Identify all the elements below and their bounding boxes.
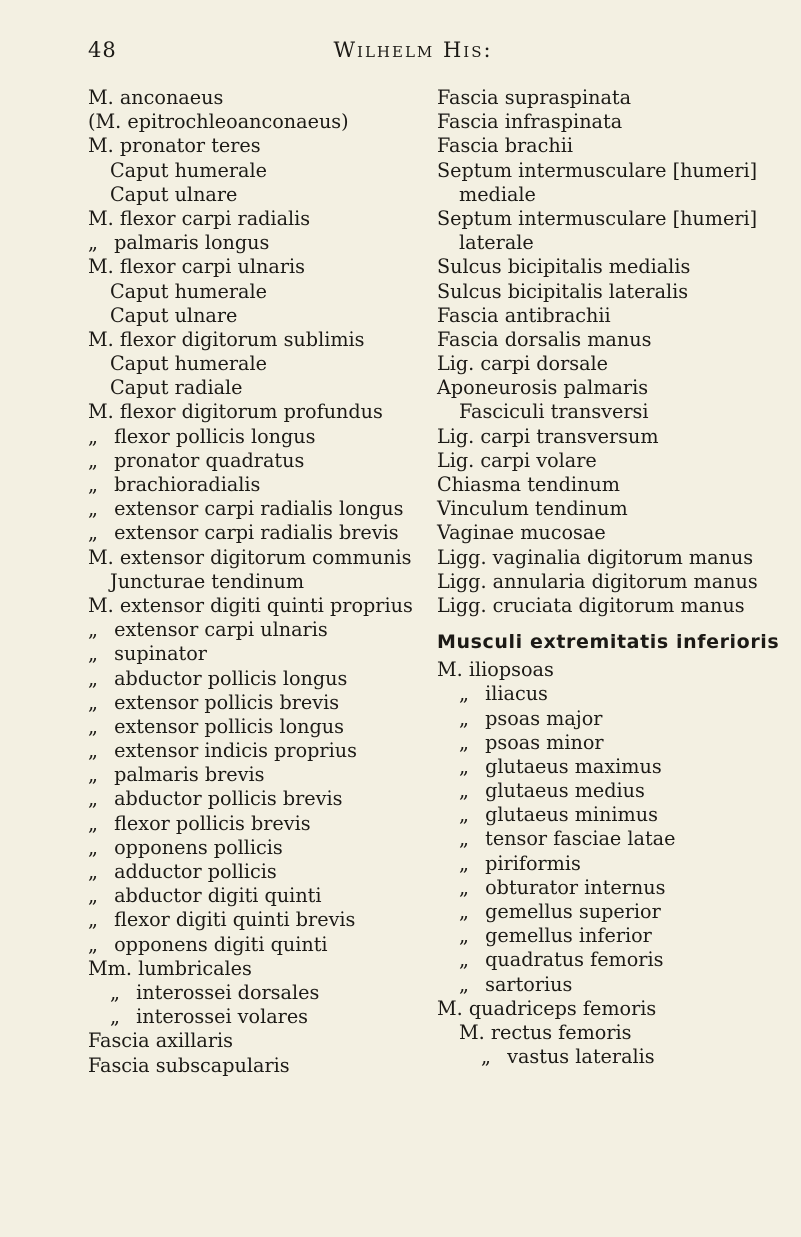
entry-text: abductor pollicis brevis: [114, 787, 343, 811]
list-item: [437, 110, 777, 134]
entry-prefix: „: [459, 779, 469, 803]
list-item: [437, 304, 777, 328]
list-item: [88, 763, 428, 787]
entry-text: Sulcus bicipitalis medialis: [437, 255, 691, 279]
entry-prefix: „: [459, 851, 469, 875]
list-item: [88, 739, 428, 763]
entry-text: Caput humerale: [110, 279, 267, 303]
entry-prefix: „: [88, 424, 98, 448]
entry-text: brachioradialis: [114, 473, 261, 496]
list-item: [437, 280, 777, 304]
entry-text: epitrochleoanconaeus): [127, 110, 349, 134]
entry-text: psoas minor: [485, 730, 604, 754]
entry-prefix: M.: [88, 545, 114, 569]
list-item: [437, 497, 777, 521]
entry-text: pronator teres: [119, 134, 261, 158]
running-title: Wilhelm His:: [333, 38, 493, 62]
entry-text: Fascia axillaris: [88, 1029, 233, 1053]
list-item: [437, 658, 777, 682]
entry-text: opponens digiti quinti: [114, 932, 328, 956]
list-item: [88, 1054, 428, 1078]
entry-text: gemellus superior: [485, 900, 661, 923]
entry-prefix: „: [459, 900, 469, 923]
list-item: [437, 948, 777, 972]
list-item: [88, 715, 428, 739]
entry-prefix: M.: [88, 86, 114, 109]
entry-text: anconaeus: [119, 86, 224, 109]
entry-text: extensor carpi ulnaris: [114, 618, 328, 642]
entry-text: Ligg. cruciata digitorum manus: [437, 593, 745, 617]
entry-prefix: „: [459, 754, 469, 778]
entry-text: Septum intermusculare [humeri]: [437, 158, 758, 182]
entry-prefix: „: [459, 682, 469, 706]
entry-text: vastus lateralis: [507, 1045, 655, 1069]
page-header: [88, 38, 738, 68]
entry-prefix: M.: [437, 658, 463, 682]
list-item: [437, 570, 777, 594]
left-column: [88, 86, 428, 1078]
entry-prefix: „: [88, 884, 98, 908]
entry-prefix: M.: [88, 400, 114, 424]
list-item: [437, 473, 777, 497]
entry-text: Caput radiale: [110, 376, 243, 400]
list-item: [88, 860, 428, 884]
list-item: [437, 546, 777, 570]
entry-text: flexor digitorum profundus: [119, 400, 383, 424]
entry-text: Chiasma tendinum: [437, 473, 620, 496]
list-item: [88, 255, 428, 279]
entry-text: quadratus femoris: [485, 948, 664, 972]
list-item: [88, 159, 428, 183]
list-item: [88, 836, 428, 860]
entry-prefix: „: [88, 739, 98, 763]
entry-text: glutaeus minimus: [485, 803, 658, 827]
list-item: [437, 682, 777, 706]
list-item: [437, 707, 777, 731]
list-item: [437, 352, 777, 376]
entry-text: rectus femoris: [490, 1020, 632, 1044]
entry-prefix: „: [88, 642, 98, 666]
list-item: [437, 900, 777, 924]
list-item: [88, 691, 428, 715]
entry-text: flexor carpi radialis: [119, 206, 311, 230]
list-item: [437, 255, 777, 279]
entry-prefix: „: [88, 714, 98, 738]
list-item: [88, 207, 428, 231]
entry-text: gemellus inferior: [485, 924, 652, 948]
entry-text: Fasciculi transversi: [459, 400, 649, 424]
list-item: [88, 957, 428, 981]
list-item: [88, 618, 428, 642]
entry-text: Fascia antibrachii: [437, 303, 611, 327]
list-item: [437, 594, 777, 618]
entry-prefix: „: [88, 231, 98, 255]
entry-prefix: „: [110, 980, 120, 1004]
list-item: [437, 425, 777, 449]
entry-prefix: „: [110, 1005, 120, 1029]
list-item: [88, 304, 428, 328]
entry-prefix: M.: [437, 996, 463, 1020]
list-item: [88, 449, 428, 473]
list-item: [437, 328, 777, 352]
list-item: [88, 86, 428, 110]
entry-prefix: Mm.: [88, 956, 132, 980]
list-item: [437, 997, 777, 1021]
entry-text: obturator internus: [485, 875, 666, 899]
section-heading: Musculi extremitatis inferioris: [437, 631, 780, 654]
list-item: [437, 400, 777, 424]
entry-text: Vinculum tendinum: [437, 497, 628, 521]
list-item: [88, 328, 428, 352]
entry-text: palmaris brevis: [114, 763, 265, 787]
entry-text: palmaris longus: [114, 231, 270, 255]
entry-prefix: M.: [88, 206, 114, 230]
list-item: [437, 1021, 777, 1045]
list-item: [88, 400, 428, 424]
list-item: [437, 755, 777, 779]
entry-text: extensor indicis proprius: [114, 739, 357, 763]
list-item: [88, 787, 428, 811]
list-item: [437, 207, 777, 231]
list-item: [88, 667, 428, 691]
list-item: [437, 779, 777, 803]
entry-text: glutaeus medius: [485, 779, 645, 803]
entry-prefix: M.: [88, 327, 114, 351]
list-item: [88, 376, 428, 400]
list-item: [88, 352, 428, 376]
entry-text: Septum intermusculare [humeri]: [437, 206, 758, 230]
entry-text: supinator: [114, 642, 207, 666]
entry-text: adductor pollicis: [114, 860, 277, 883]
list-item: [437, 731, 777, 755]
entry-text: piriformis: [485, 851, 581, 875]
entry-prefix: „: [459, 803, 469, 827]
entry-prefix: M.: [459, 1020, 485, 1044]
entry-prefix: „: [88, 521, 98, 545]
entry-text: Ligg. vaginalia digitorum manus: [437, 545, 754, 569]
entry-text: Ligg. annularia digitorum manus: [437, 569, 758, 593]
entry-text: extensor pollicis brevis: [114, 690, 340, 714]
list-item: [88, 1005, 428, 1029]
list-item: [88, 1029, 428, 1053]
list-item: [437, 376, 777, 400]
list-item: [88, 280, 428, 304]
entry-prefix: „: [88, 473, 98, 496]
list-item: [88, 183, 428, 207]
entry-prefix: „: [459, 706, 469, 730]
entry-text: iliopsoas: [468, 658, 554, 682]
list-item: [88, 908, 428, 932]
list-item: [437, 827, 777, 851]
entry-prefix: M.: [88, 255, 114, 279]
section-entries: [437, 658, 777, 1069]
list-item: [437, 1045, 777, 1069]
entry-text: Caput humerale: [110, 352, 267, 376]
entry-text: sartorius: [485, 972, 573, 996]
list-item: [88, 933, 428, 957]
entry-prefix: „: [459, 924, 469, 948]
entry-text: extensor digitorum communis: [119, 545, 412, 569]
entry-prefix: „: [88, 763, 98, 787]
list-item: [88, 570, 428, 594]
entry-prefix: „: [88, 932, 98, 956]
entry-text: opponens pollicis: [114, 835, 283, 859]
entry-text: iliacus: [485, 682, 548, 706]
right-column-entries: [437, 86, 777, 618]
entry-text: quadriceps femoris: [468, 996, 657, 1020]
entry-text: extensor carpi radialis longus: [114, 497, 404, 521]
entry-text: abductor pollicis longus: [114, 666, 348, 690]
list-item: [437, 521, 777, 545]
entry-text: extensor digiti quinti proprius: [119, 593, 413, 617]
entry-text: Caput humerale: [110, 158, 267, 182]
list-item: [437, 134, 777, 158]
entry-text: flexor pollicis longus: [114, 424, 316, 448]
entry-text: Caput ulnare: [110, 182, 238, 206]
entry-prefix: „: [459, 875, 469, 899]
list-item: [88, 594, 428, 618]
list-item: [88, 497, 428, 521]
entry-text: Fascia brachii: [437, 134, 573, 158]
entry-text: Caput ulnare: [110, 303, 238, 327]
list-item: [88, 642, 428, 666]
list-item: [437, 876, 777, 900]
entry-prefix: „: [88, 666, 98, 690]
list-item: [88, 521, 428, 545]
entry-text: Juncturae tendinum: [110, 569, 305, 593]
entry-text: Lig. carpi dorsale: [437, 352, 609, 376]
list-item: [88, 231, 428, 255]
list-item: [88, 425, 428, 449]
entry-text: tensor fasciae latae: [485, 827, 676, 851]
entry-prefix: „: [459, 972, 469, 996]
entry-prefix: „: [88, 908, 98, 932]
entry-text: interossei volares: [136, 1005, 309, 1029]
entry-prefix: „: [459, 730, 469, 754]
entry-text: pronator quadratus: [114, 448, 305, 472]
list-item: [437, 183, 777, 207]
list-item: [88, 110, 428, 134]
entry-text: Aponeurosis palmaris: [437, 376, 649, 400]
entry-text: lumbricales: [138, 956, 252, 980]
list-item: [437, 924, 777, 948]
entry-prefix: M.: [88, 593, 114, 617]
entry-prefix: „: [88, 811, 98, 835]
entry-text: flexor carpi ulnaris: [119, 255, 305, 279]
entry-text: glutaeus maximus: [485, 754, 662, 778]
entry-text: flexor pollicis brevis: [114, 811, 311, 835]
entry-prefix: „: [88, 860, 98, 883]
entry-text: abductor digiti quinti: [114, 884, 322, 908]
entry-text: Lig. carpi transversum: [437, 424, 659, 448]
entry-prefix: M.: [88, 134, 114, 158]
list-item: [88, 981, 428, 1005]
list-item: [437, 231, 777, 255]
list-item: [437, 159, 777, 183]
list-item: [437, 973, 777, 997]
entry-prefix: „: [88, 448, 98, 472]
right-column: [437, 86, 780, 1069]
entry-text: Fascia supraspinata: [437, 86, 632, 109]
list-item: [437, 852, 777, 876]
entry-text: Vaginae mucosae: [437, 521, 606, 545]
list-item: [88, 884, 428, 908]
list-item: [437, 449, 777, 473]
page-number: 48: [88, 38, 117, 62]
entry-prefix: „: [88, 497, 98, 521]
entry-text: extensor carpi radialis brevis: [114, 521, 399, 545]
list-item: [437, 803, 777, 827]
entry-prefix: „: [88, 835, 98, 859]
entry-text: flexor digitorum sublimis: [119, 327, 365, 351]
entry-text: Fascia infraspinata: [437, 110, 623, 134]
list-item: [88, 134, 428, 158]
entry-prefix: „: [88, 690, 98, 714]
entry-prefix: „: [481, 1045, 491, 1069]
entry-text: extensor pollicis longus: [114, 714, 344, 738]
entry-prefix: „: [459, 948, 469, 972]
list-item: [88, 546, 428, 570]
entry-text: Lig. carpi volare: [437, 448, 597, 472]
entry-text: Sulcus bicipitalis lateralis: [437, 279, 689, 303]
entry-prefix: (M.: [88, 110, 122, 134]
entry-prefix: „: [88, 787, 98, 811]
entry-text: Fascia dorsalis manus: [437, 327, 652, 351]
list-item: [437, 86, 777, 110]
entry-text: mediale: [459, 182, 536, 206]
entry-text: interossei dorsales: [136, 980, 320, 1004]
list-item: [88, 812, 428, 836]
entry-text: laterale: [459, 231, 534, 255]
entry-text: psoas major: [485, 706, 603, 730]
entry-prefix: „: [459, 827, 469, 851]
list-item: [88, 473, 428, 497]
entry-prefix: „: [88, 618, 98, 642]
entry-text: Fascia subscapularis: [88, 1053, 290, 1077]
entry-text: flexor digiti quinti brevis: [114, 908, 356, 932]
